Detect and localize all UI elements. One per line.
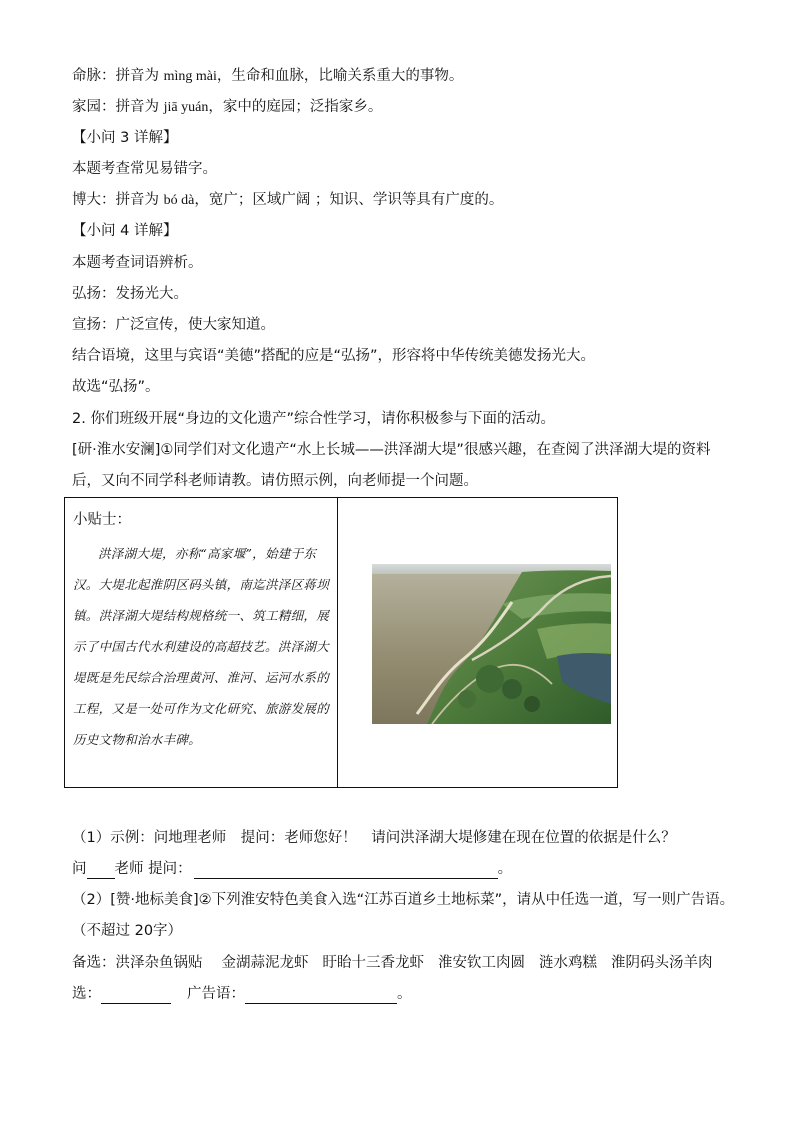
tip-text: 洪泽湖大堤，亦称“高家堰”，始建于东汉。大堤北起淮阴区码头镇，南迄洪泽区蒋坝镇。洪泽湖大堤结构规格统一、筑工精细，展示了中国古代水利建设的高超技艺。洪泽湖大堤既是先民综合治理黄河、淮河、运河水系的工程，又是一处可作为文化研究、旅游发展的历史文物和治水丰碑。	[73, 546, 330, 747]
definition-term: 家园：拼音为	[72, 99, 159, 115]
definition-term: 博大：拼音为	[72, 192, 159, 208]
options-line	[72, 953, 713, 973]
answer-line	[72, 984, 412, 1004]
question-1-example: （1）示例：问地理老师 提问：老师您好！ 请问洪泽湖大堤修建在现在位置的依据是什么？	[72, 830, 676, 846]
definition-term: 命脉：拼音为	[72, 68, 159, 84]
text-line: 本题考查常见易错字。	[72, 161, 217, 177]
info-table	[64, 497, 618, 788]
text-line	[72, 97, 382, 118]
option-item: 淮安钦工肉圆	[438, 955, 525, 971]
select-label: 选：	[72, 986, 101, 1002]
question-1-answer-line	[72, 859, 512, 879]
question-heading: 2. 你们班级开展“身边的文化遗产”综合性学习，请你积极参与下面的活动。	[72, 411, 555, 427]
end-punct: 。	[397, 986, 412, 1002]
question-blank[interactable]	[194, 862, 498, 879]
tip-title: 小贴士：	[73, 512, 131, 528]
ad-blank[interactable]	[245, 987, 397, 1004]
text-line	[72, 66, 463, 87]
ad-label: 广告语：	[187, 986, 245, 1002]
text-line: 后，又向不同学科老师请教。请仿照示例，向老师提一个问题。	[72, 473, 478, 489]
select-blank[interactable]	[101, 987, 171, 1004]
question-2: （2）[赞·地标美食]②下列淮安特色美食入选“江苏百道乡土地标菜”，请从中任选一道，写一则广告语。	[72, 892, 735, 908]
question-2-limit: （不超过 20字）	[72, 923, 183, 939]
section-heading: 【小问 4 详解】	[72, 223, 178, 239]
teacher-blank[interactable]	[87, 862, 115, 879]
definition-text: ，宽广；区域广阔 ；知识、学识等具有广度的。	[194, 192, 504, 208]
option-item: 淮阴码头汤羊肉	[611, 955, 713, 971]
question-label: 老师 提问：	[114, 861, 192, 877]
text-line: [研·淮水安澜]①同学们对文化遗产“水上长城——洪泽湖大堤”很感兴趣，在查阅了洪泽湖大堤的资料	[72, 442, 711, 458]
text-line: 弘扬：发扬光大。	[72, 286, 188, 302]
text-line: 宣扬：广泛宣传，使大家知道。	[72, 317, 275, 333]
aerial-photo-hongze-dike	[372, 564, 611, 724]
option-item: 金湖蒜泥龙虾	[221, 955, 309, 971]
option-item: 涟水鸡糕	[539, 955, 597, 971]
section-heading: 【小问 3 详解】	[72, 130, 178, 146]
text-line: 本题考查词语辨析。	[72, 255, 203, 271]
pinyin: mìng mài	[163, 69, 217, 84]
text-line: 结合语境，这里与宾语“美德”搭配的应是“弘扬”，形容将中华传统美德发扬光大。	[72, 348, 596, 364]
end-punct: 。	[497, 861, 513, 877]
options-label: 备选：	[72, 955, 116, 971]
option-item: 盱眙十三香龙虾	[322, 955, 424, 971]
definition-text: ，生命和血脉，比喻关系重大的事物。	[216, 68, 464, 84]
table-divider	[337, 498, 338, 787]
text-line: 故选“弘扬”。	[72, 379, 160, 395]
definition-text: ，家中的庭园；泛指家乡。	[208, 99, 383, 115]
option-item: 洪泽杂鱼锅贴	[115, 955, 203, 971]
text-line	[72, 190, 503, 211]
pinyin: jiā yuán	[163, 100, 209, 115]
ask-label: 问	[72, 861, 87, 877]
pinyin: bó dà	[163, 193, 195, 208]
